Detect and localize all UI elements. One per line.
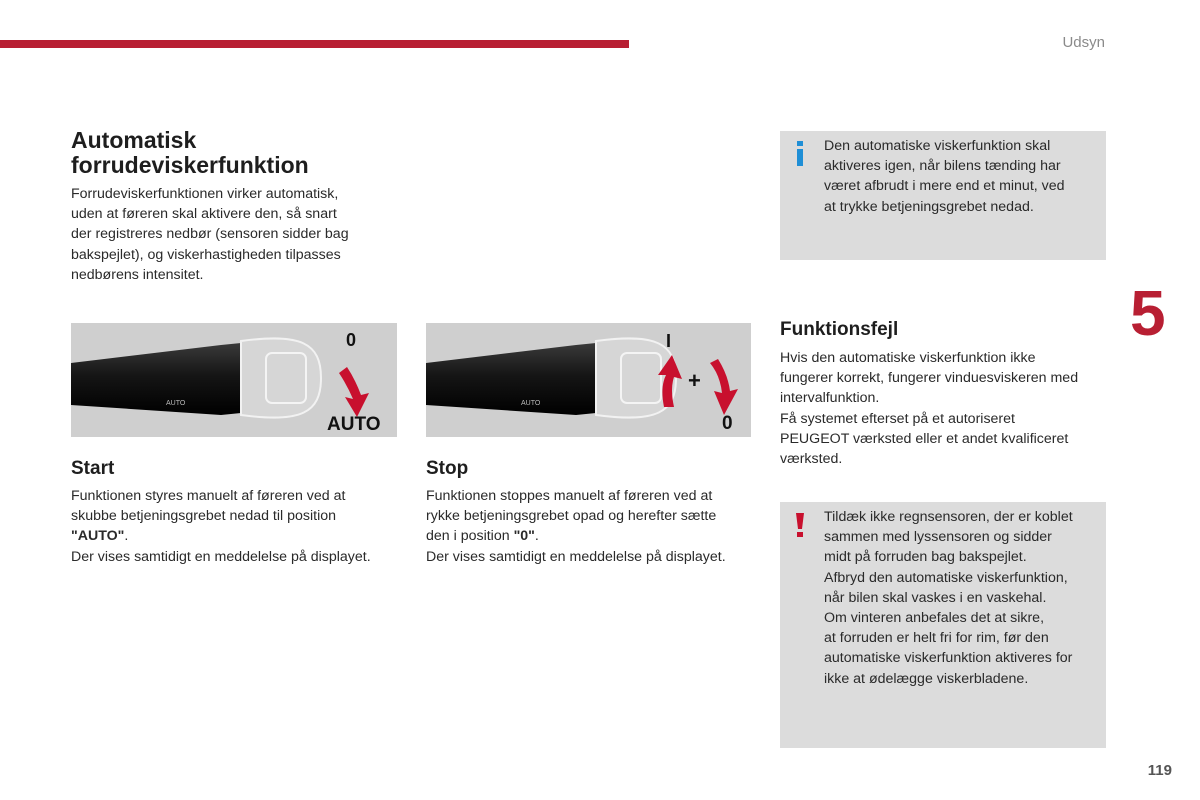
fault-line: PEUGEOT værksted eller et andet kvalificeret xyxy=(780,430,1069,447)
info-line: at trykke betjeningsgrebet nedad. xyxy=(824,198,1034,215)
warning-line: Afbryd den automatiske viskerfunktion, xyxy=(824,569,1068,586)
position-0: "0" xyxy=(513,528,535,545)
position-label-0: 0 xyxy=(722,413,733,434)
fault-line: værksted. xyxy=(780,451,843,468)
info-text xyxy=(824,136,1104,217)
fault-line: Hvis den automatiske viskerfunktion ikke xyxy=(780,350,1036,366)
fault-line: Få systemet efterset på et autoriseret xyxy=(780,410,1015,427)
position-label-i: I xyxy=(666,331,672,351)
warning-box xyxy=(780,502,1106,748)
warning-line: sammen med lyssensoren og sidder xyxy=(824,529,1052,546)
intro-line: nedbørens intensitet. xyxy=(71,266,204,283)
info-line: aktiveres igen, når bilens tænding har xyxy=(824,158,1061,175)
start-paragraph xyxy=(71,486,411,567)
page-number: 119 xyxy=(1147,762,1172,779)
chapter-number: 5 xyxy=(1130,277,1166,349)
intro-line: Forrudeviskerfunktionen virker automatisk, xyxy=(71,186,339,202)
start-line: Funktionen styres manuelt af føreren ved at xyxy=(71,488,346,504)
position-label-0: 0 xyxy=(346,330,357,350)
section-name: Udsyn xyxy=(1062,34,1105,51)
warning-text xyxy=(824,507,1104,689)
intro-paragraph xyxy=(71,184,401,285)
fault-line: intervalfunktion. xyxy=(780,390,880,407)
start-line-end: . xyxy=(124,528,129,545)
stop-line-end: . xyxy=(534,528,539,545)
fault-paragraph xyxy=(780,348,1120,469)
fault-heading: Funktionsfejl xyxy=(780,319,899,340)
warning-line: når bilen skal vaskes i en vaskehal. xyxy=(824,589,1047,606)
warning-line: Om vinteren anbefales det at sikre, xyxy=(824,610,1045,627)
page-title-line2: forrudeviskerfunktion xyxy=(71,152,309,178)
info-box xyxy=(780,131,1106,260)
warning-line: midt på forruden bag bakspejlet. xyxy=(824,549,1027,566)
stop-paragraph xyxy=(426,486,766,567)
info-line: Den automatiske viskerfunktion skal xyxy=(824,138,1051,154)
start-line: skubbe betjeningsgrebet nedad til position xyxy=(71,508,337,525)
position-auto: "AUTO" xyxy=(71,528,125,545)
stop-line: Der vises samtidigt en meddelelse på displayet. xyxy=(426,548,726,565)
warning-icon xyxy=(792,512,808,538)
intro-line: der registreres nedbør (sensoren sidder bag xyxy=(71,226,349,243)
stop-line xyxy=(426,526,766,546)
start-lever-image xyxy=(71,323,397,437)
fault-line: fungerer korrekt, fungerer vinduesviskeren med xyxy=(780,370,1079,387)
info-line: været afbrudt i mere end et minut, ved xyxy=(824,178,1065,195)
position-label-auto: AUTO xyxy=(327,414,381,435)
stop-heading: Stop xyxy=(426,458,469,479)
header-accent-bar xyxy=(0,40,629,48)
stop-line: rykke betjeningsgrebet opad og herefter sætte xyxy=(426,508,717,525)
page-title xyxy=(71,128,411,178)
warning-line: at forruden er helt fri for rim, før den xyxy=(824,630,1049,647)
intro-line: uden at føreren skal aktivere den, så snart xyxy=(71,206,337,223)
warning-line: automatiske viskerfunktion aktiveres for xyxy=(824,650,1073,667)
start-heading: Start xyxy=(71,458,115,479)
page-title-line1: Automatisk xyxy=(71,127,197,153)
plus-label: + xyxy=(688,368,701,393)
lever-auto-mark: AUTO xyxy=(166,400,186,407)
lever-auto-mark: AUTO xyxy=(521,400,541,407)
warning-line: ikke at ødelægge viskerbladene. xyxy=(824,670,1029,687)
stop-line: Funktionen stoppes manuelt af føreren ved at xyxy=(426,488,713,504)
warning-line: Tildæk ikke regnsensoren, der er koblet xyxy=(824,509,1073,525)
start-line: Der vises samtidigt en meddelelse på displayet. xyxy=(71,548,371,565)
intro-line: bakspejlet), og viskerhastigheden tilpasses xyxy=(71,246,341,263)
start-line xyxy=(71,526,411,546)
info-icon xyxy=(792,141,808,167)
stop-lever-image xyxy=(426,323,751,437)
stop-line-start: den i position xyxy=(426,528,514,545)
